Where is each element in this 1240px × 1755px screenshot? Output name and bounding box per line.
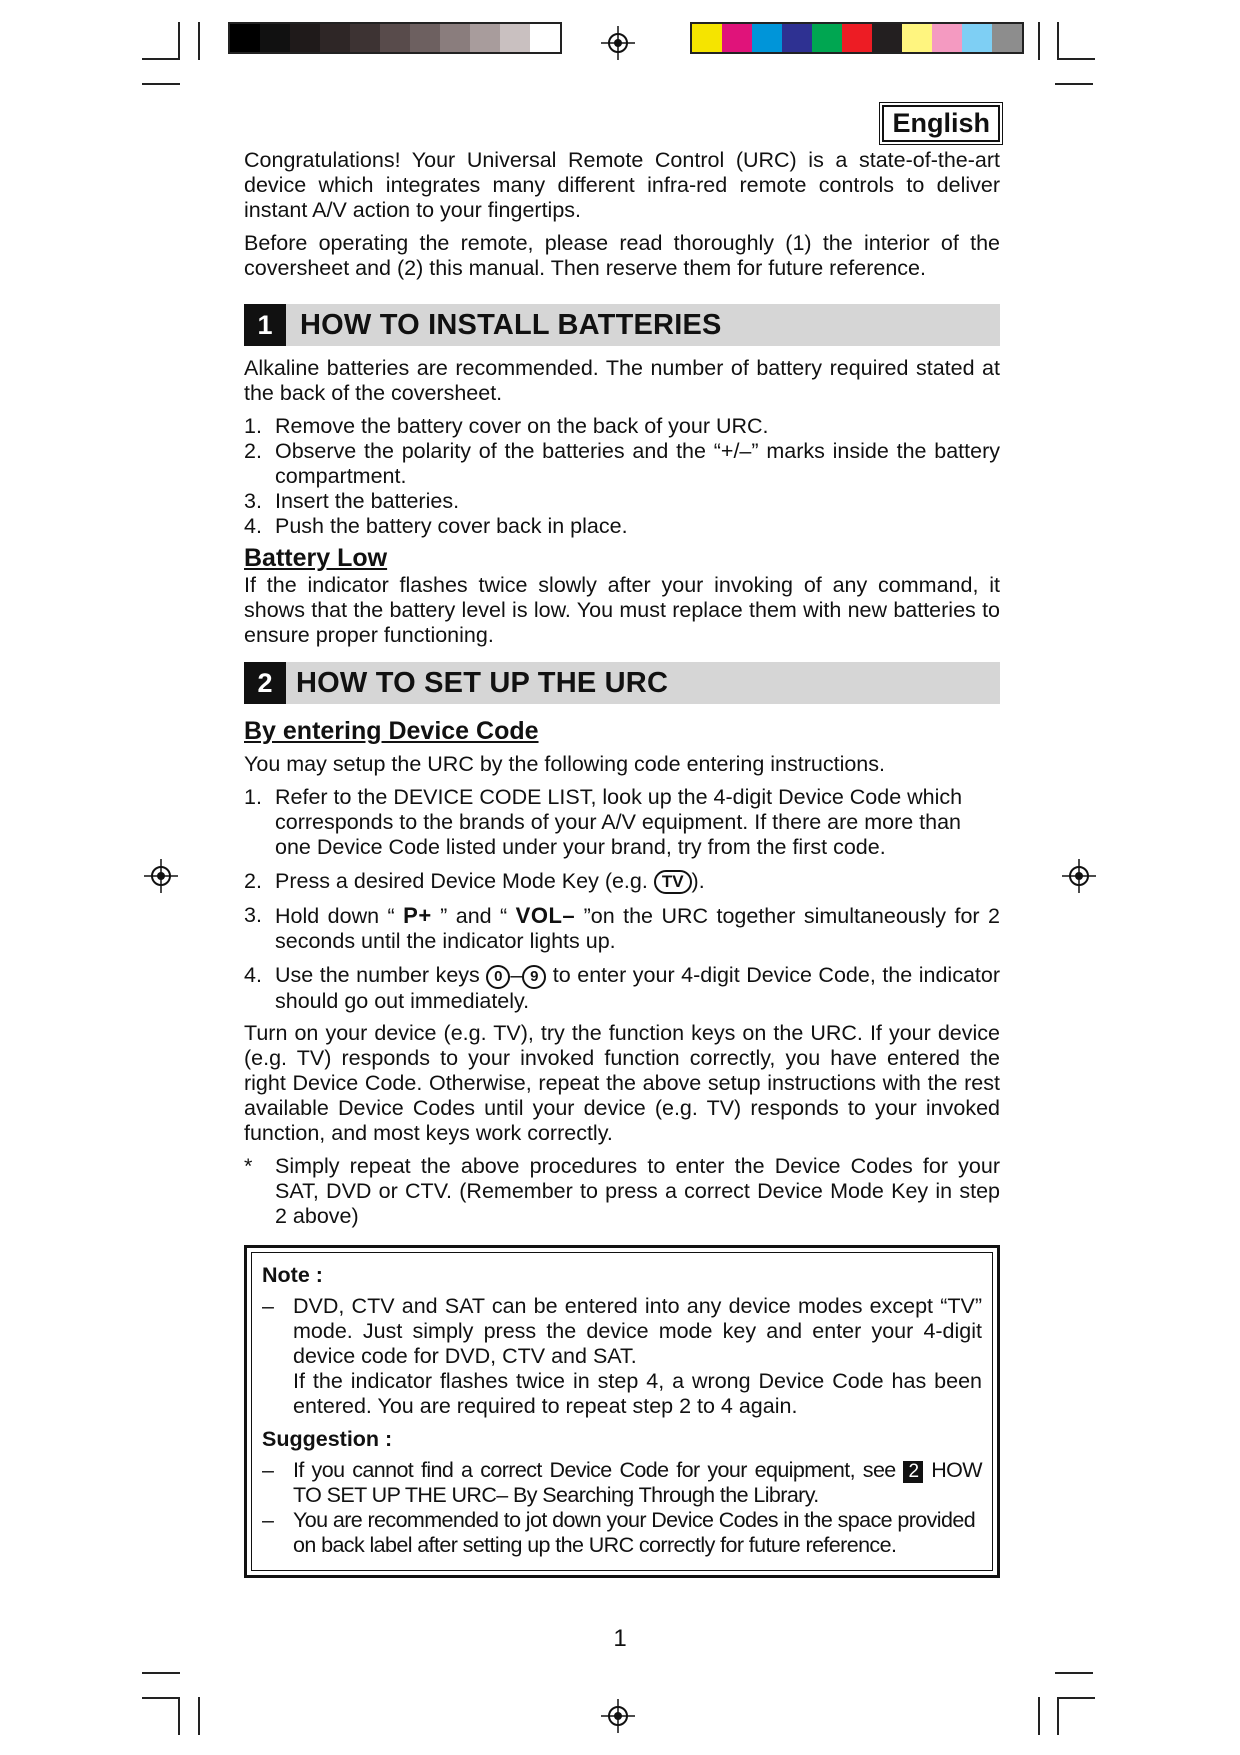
section-intro: You may setup the URC by the following code entering instructions. — [244, 752, 885, 776]
crop-mark — [142, 1672, 180, 1674]
list-item: 4. Use the number keys 0 – 9 to enter your 4-digit Device Code, the indicator should go out immediately. — [244, 963, 1000, 1013]
battery-low-heading: Battery Low — [244, 544, 388, 572]
calibration-swatch — [932, 24, 962, 52]
calibration-swatch — [902, 24, 932, 52]
calibration-swatch — [350, 24, 380, 52]
crop-mark — [1057, 1697, 1059, 1735]
crop-mark — [1057, 58, 1095, 60]
calibration-swatch — [692, 24, 722, 52]
calibration-swatch — [440, 24, 470, 52]
calibration-swatch — [962, 24, 992, 52]
section-header — [244, 304, 1000, 346]
calibration-swatch — [782, 24, 812, 52]
suggestion-heading: Suggestion : — [262, 1427, 393, 1451]
crop-mark — [1055, 1672, 1093, 1674]
calibration-swatch — [722, 24, 752, 52]
list-item: 1. Refer to the DEVICE CODE LIST, look up the 4-digit Device Code which corresponds to the brands of your A/V equipment. If there are more than one Device Code listed under your brand, try from the first code. — [244, 785, 963, 859]
list-item: 4. Push the battery cover back in place. — [244, 514, 628, 538]
crop-mark — [178, 22, 180, 60]
zero-key-icon: 0 — [486, 965, 510, 989]
calibration-swatch — [230, 24, 260, 52]
setup-steps-list — [244, 785, 1000, 1014]
registration-mark-icon — [601, 1699, 635, 1733]
crop-mark — [1057, 1697, 1095, 1699]
registration-mark-icon — [144, 859, 178, 893]
registration-mark-icon — [1062, 859, 1096, 893]
intro-paragraph: Congratulations! Your Universal Remote Control (URC) is a state-of-the-art device which integrates many different infra-red remote controls to deliver instant A/V action to your fingertips. — [244, 148, 1000, 222]
result-paragraph: Turn on your device (e.g. TV), try the function keys on the URC. If your device (e.g. TV) responds to your invoked function correctly, you have entered the right Device Code. Otherwise, repeat the above setup instructions with the rest available Device Codes until your device (e.g. TV) responds to your invoked function, and most keys work correctly. — [244, 1021, 1000, 1145]
crop-mark — [1038, 22, 1040, 60]
crop-mark — [1038, 1697, 1040, 1735]
list-item: 3. Insert the batteries. — [244, 489, 460, 513]
calibration-swatch — [470, 24, 500, 52]
section-title: HOW TO INSTALL BATTERIES — [300, 308, 722, 341]
crop-mark — [198, 1697, 200, 1735]
tv-key-icon: TV — [654, 870, 692, 894]
calibration-swatch — [260, 24, 290, 52]
note-heading: Note : — [262, 1263, 323, 1287]
calibration-swatch — [410, 24, 440, 52]
section-number: 1 — [244, 304, 286, 346]
crop-mark — [198, 22, 200, 60]
calibration-swatch — [290, 24, 320, 52]
suggestion-item: – If you cannot find a correct Device Code for your equipment, see 2 HOW TO SET UP THE URC– By Searching Through the Library. — [262, 1458, 982, 1507]
crop-mark — [1057, 22, 1059, 60]
manual-page-content — [244, 105, 1000, 1578]
calibration-swatch — [320, 24, 350, 52]
battery-steps-list — [244, 414, 1000, 539]
registration-mark-icon — [601, 26, 635, 60]
section-ref-badge: 2 — [903, 1461, 923, 1483]
list-item: 2. Observe the polarity of the batteries and the “+/–” marks inside the battery compartment. — [244, 439, 1000, 488]
calibration-swatch — [842, 24, 872, 52]
nine-key-icon: 9 — [522, 965, 546, 989]
grayscale-calibration-strip — [228, 22, 562, 54]
crop-mark — [178, 1697, 180, 1735]
section-intro: Alkaline batteries are recommended. The number of battery required stated at the back of the coversheet. — [244, 356, 1000, 405]
note-box — [244, 1245, 1000, 1578]
vol-minus-key-label: VOL– — [515, 903, 576, 928]
list-item: 2. Press a desired Device Mode Key (e.g. TV ). — [244, 869, 705, 893]
section-title: HOW TO SET UP THE URC — [296, 666, 669, 699]
device-code-heading: By entering Device Code — [244, 717, 539, 745]
battery-low-text: If the indicator flashes twice slowly after your invoking of any command, it shows that the battery level is low. You must replace them with new batteries to ensure proper functioning. — [244, 573, 1000, 647]
calibration-swatch — [812, 24, 842, 52]
section-number: 2 — [244, 662, 286, 704]
calibration-swatch — [752, 24, 782, 52]
intro-paragraph: Before operating the remote, please read thoroughly (1) the interior of the coversheet and (2) this manual. Then reserve them for future reference. — [244, 231, 1000, 280]
color-calibration-strip — [690, 22, 1024, 54]
star-note: * Simply repeat the above procedures to enter the Device Codes for your SAT, DVD or CTV. (Remember to press a correct Device Mode Key in step 2 above) — [244, 1154, 1000, 1228]
suggestion-item: – You are recommended to jot down your Device Codes in the space provided on back label after setting up the URC correctly for future reference. — [262, 1508, 976, 1557]
calibration-swatch — [380, 24, 410, 52]
page-number: 1 — [613, 1625, 627, 1652]
crop-mark — [142, 83, 180, 85]
crop-mark — [1055, 83, 1093, 85]
crop-mark — [142, 1697, 180, 1699]
calibration-swatch — [530, 24, 560, 52]
list-item: 3. Hold down “ P+ ” and “ VOL– ”on the URC together simultaneously for 2 seconds until the indicator lights up. — [244, 903, 1000, 953]
language-label: English — [882, 105, 1000, 142]
crop-mark — [142, 58, 180, 60]
section-header — [244, 662, 1000, 704]
calibration-swatch — [992, 24, 1022, 52]
note-item: – DVD, CTV and SAT can be entered into any device modes except “TV” mode. Just simply press the device mode key and enter your 4-digit device code for DVD, CTV and SAT. If the indicator flashes twice in step 4, a wrong Device Code has been entered. You are required to repeat step 2 to 4 again. — [262, 1294, 982, 1418]
p-plus-key-label: P+ — [403, 903, 432, 928]
calibration-swatch — [872, 24, 902, 52]
list-item: 1. Remove the battery cover on the back of your URC. — [244, 414, 769, 438]
calibration-swatch — [500, 24, 530, 52]
